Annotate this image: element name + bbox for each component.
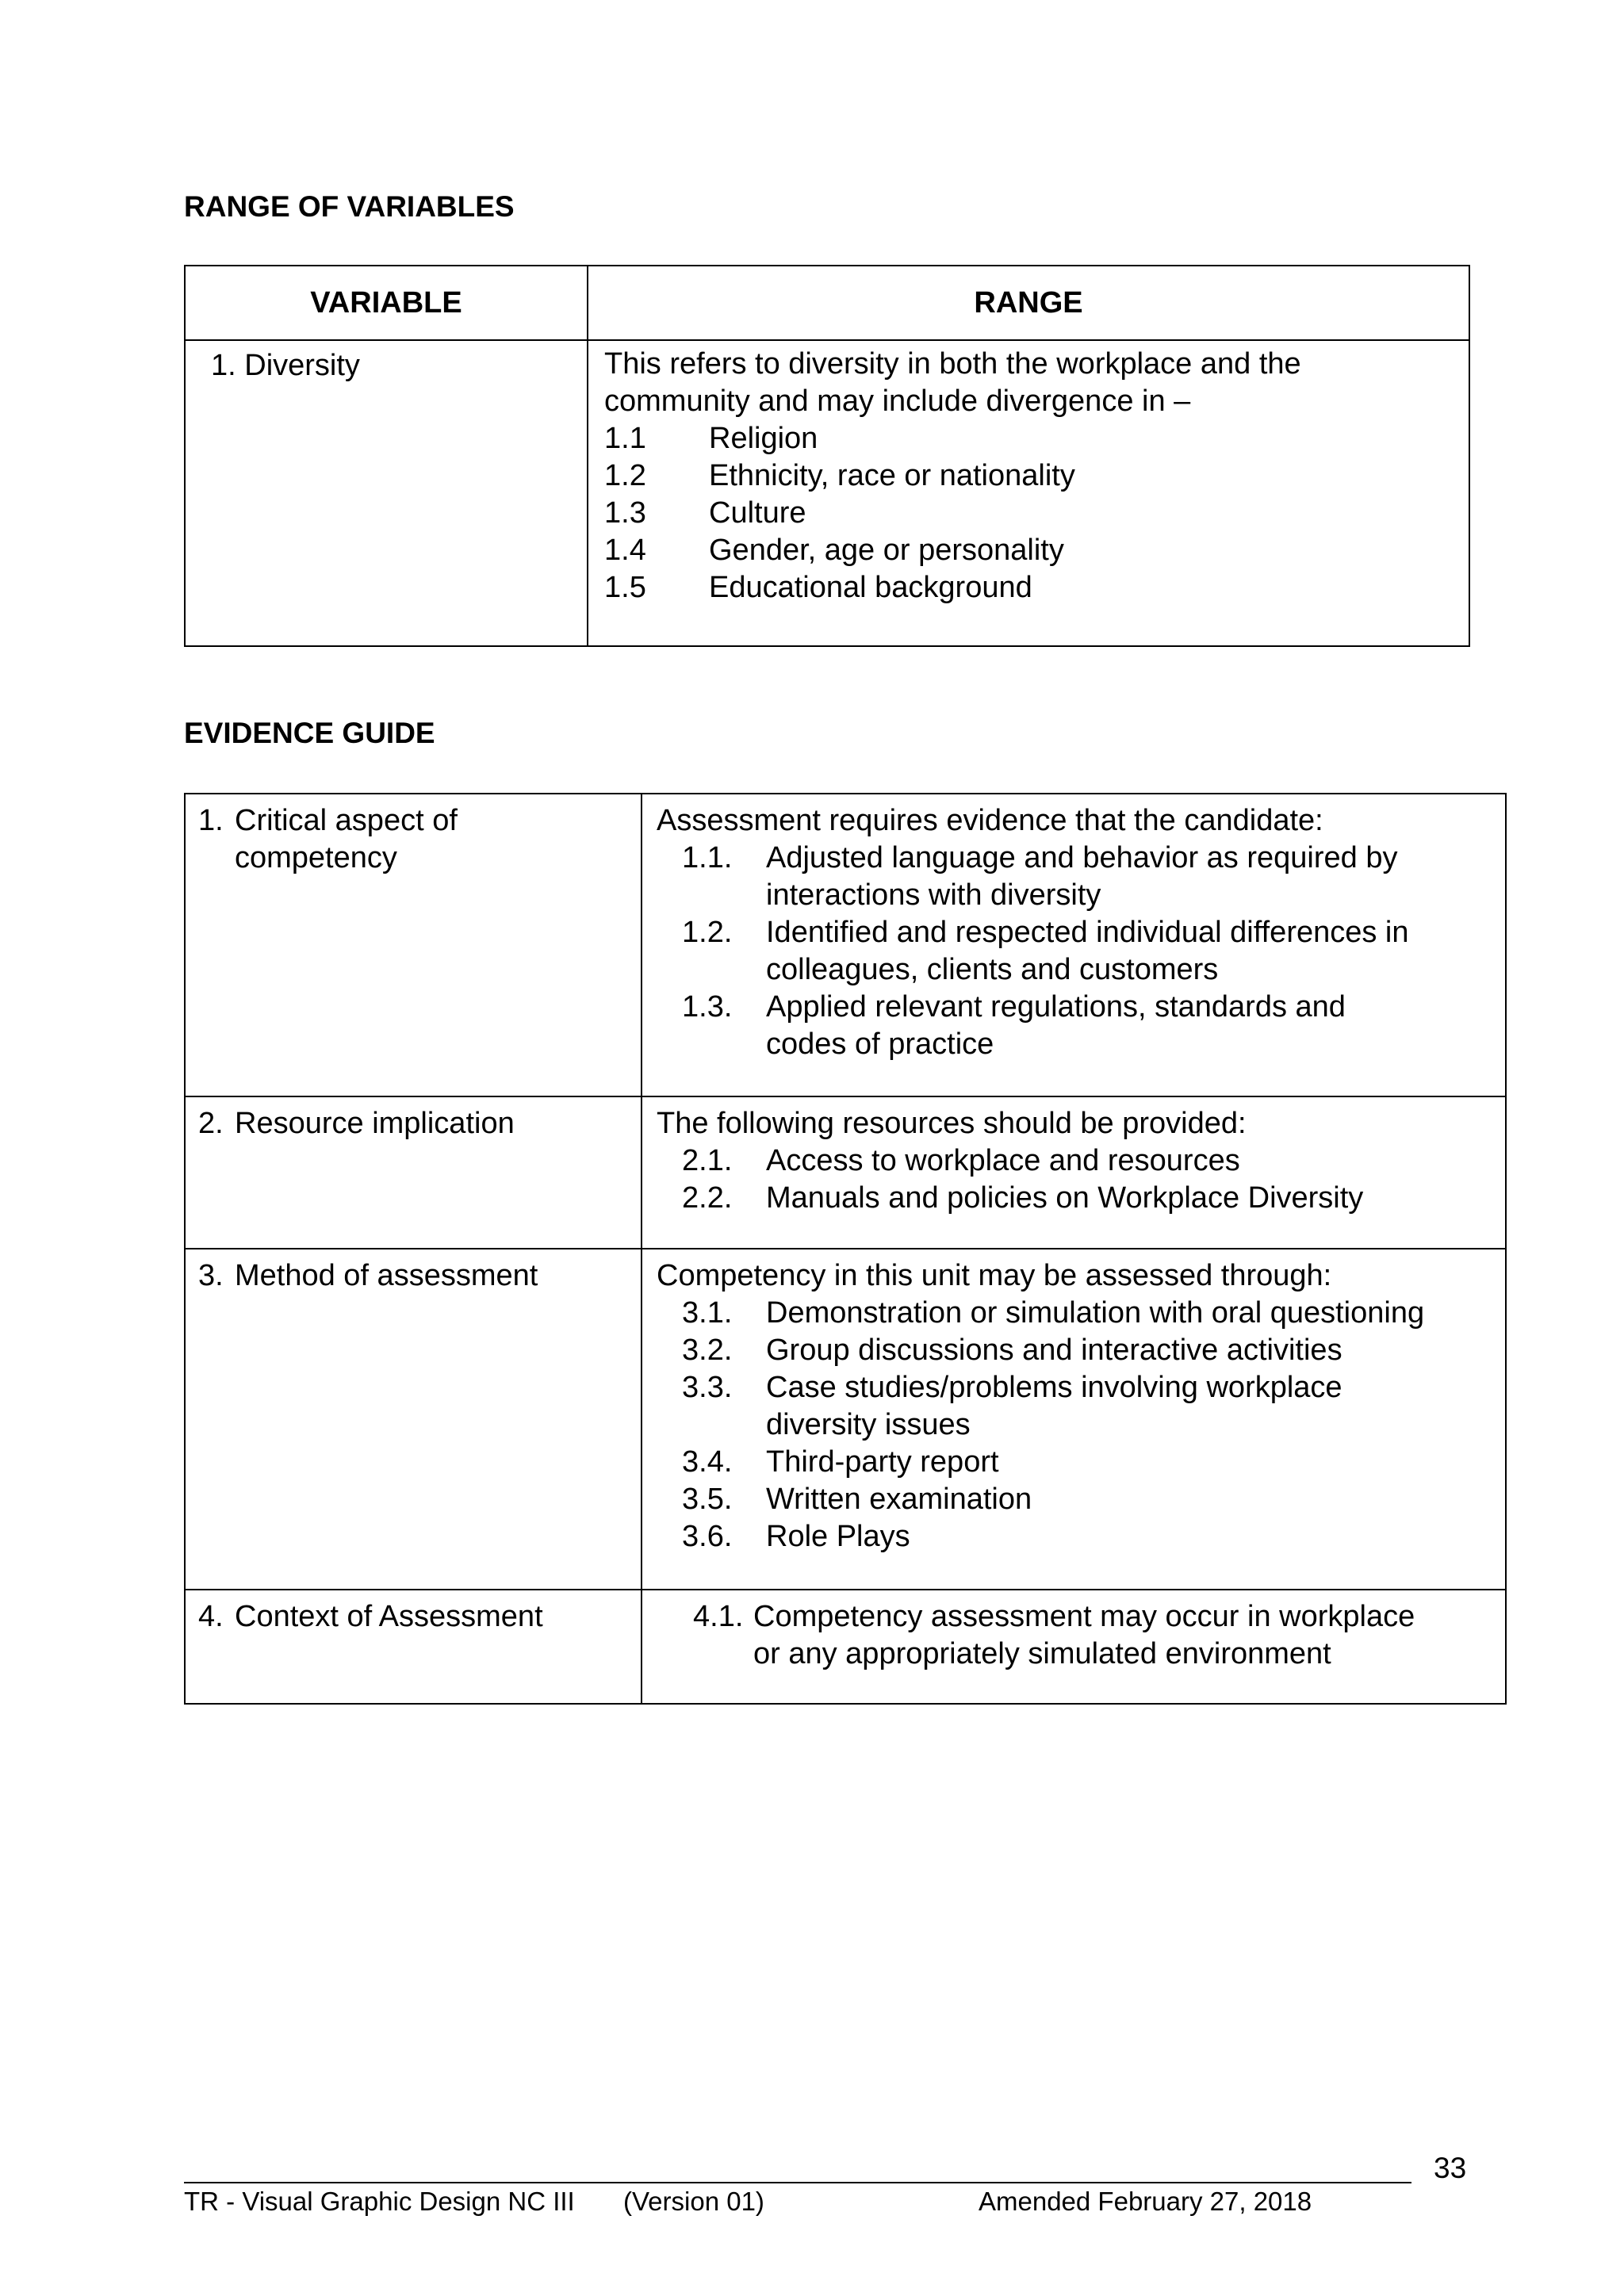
evidence-label-cell: [185, 1096, 642, 1249]
item-number: 4.1.: [693, 1600, 744, 1633]
range-item: [604, 532, 1453, 569]
range-item-text: Religion: [709, 422, 818, 455]
range-intro-line: community and may include divergence in –: [604, 385, 1191, 418]
column-header-range: RANGE: [588, 266, 1469, 340]
variable-cell: 1. Diversity: [185, 340, 588, 646]
range-item-number: 1.1: [604, 422, 646, 455]
table-header-row: [185, 266, 1469, 340]
item-number: 1.3.: [682, 990, 733, 1024]
item-text: Identified and respected individual differences in colleagues, clients and customers: [766, 916, 1409, 986]
evidence-label-cell: [185, 794, 642, 1096]
list-item: [657, 989, 1494, 1063]
range-item-number: 1.5: [604, 571, 646, 604]
item-text: Role Plays: [766, 1520, 910, 1553]
item-number: 2.2.: [682, 1181, 733, 1215]
item-text: Competency assessment may occur in workplace or any appropriately simulated environment: [753, 1600, 1415, 1670]
item-number: 1.1.: [682, 841, 733, 874]
item-number: 3.4.: [682, 1445, 733, 1479]
item-number: 1.2.: [682, 916, 733, 949]
range-item-text: Ethnicity, race or nationality: [709, 459, 1075, 492]
row-label: Context of Assessment: [235, 1600, 543, 1633]
row-number: 2.: [198, 1107, 224, 1140]
range-of-variables-heading: RANGE OF VARIABLES: [184, 190, 515, 223]
evidence-label: [198, 1257, 628, 1295]
item-number: 3.1.: [682, 1296, 733, 1330]
range-intro-line: This refers to diversity in both the workplace and the: [604, 347, 1301, 381]
item-number: 3.6.: [682, 1520, 733, 1553]
table-row: [185, 794, 1506, 1096]
row-label: Resource implication: [235, 1107, 515, 1140]
row-number: 3.: [198, 1259, 224, 1292]
table-row: [185, 340, 1469, 646]
range-item: [604, 495, 1453, 532]
range-item-text: Gender, age or personality: [709, 534, 1064, 567]
list-item: [657, 1295, 1494, 1332]
item-text: Written examination: [766, 1483, 1032, 1516]
range-item-number: 1.3: [604, 496, 646, 530]
evidence-label-cell: [185, 1590, 642, 1704]
page-number: 33: [1434, 2152, 1467, 2184]
list-item: [657, 1518, 1494, 1556]
list-item: [657, 1444, 1494, 1481]
list-item: [657, 1180, 1494, 1217]
item-text: Group discussions and interactive activities: [766, 1334, 1342, 1367]
range-item-text: Educational background: [709, 571, 1032, 604]
item-number: 3.3.: [682, 1371, 733, 1404]
range-of-variables-table: [184, 265, 1470, 647]
column-header-variable: VARIABLE: [185, 266, 588, 340]
range-item-text: Culture: [709, 496, 806, 530]
item-text: Case studies/problems involving workplace diversity issues: [766, 1371, 1342, 1441]
table-row: [185, 1590, 1506, 1704]
footer-document-title: TR - Visual Graphic Design NC III: [184, 2187, 575, 2216]
list-item: [657, 914, 1494, 989]
evidence-label: [198, 1105, 628, 1142]
range-cell: [588, 340, 1469, 646]
item-number: 3.2.: [682, 1334, 733, 1367]
row-label: Method of assessment: [235, 1259, 538, 1292]
evidence-intro: The following resources should be provided:: [657, 1107, 1247, 1140]
range-item: [604, 420, 1453, 457]
evidence-intro: Competency in this unit may be assessed through:: [657, 1259, 1332, 1292]
item-text: Adjusted language and behavior as required by interactions with diversity: [766, 841, 1398, 912]
list-item: [657, 840, 1494, 914]
range-item: [604, 457, 1453, 495]
item-number: 2.1.: [682, 1144, 733, 1177]
evidence-detail-cell: [642, 1249, 1506, 1590]
list-item: [657, 1332, 1494, 1369]
list-item: [657, 1369, 1494, 1444]
table-row: [185, 1096, 1506, 1249]
evidence-guide-heading: EVIDENCE GUIDE: [184, 717, 435, 749]
range-item-number: 1.2: [604, 459, 646, 492]
footer-version: (Version 01): [623, 2187, 764, 2216]
evidence-label: [198, 802, 628, 877]
footer-amended-date: Amended February 27, 2018: [979, 2187, 1312, 2216]
item-text: Access to workplace and resources: [766, 1144, 1240, 1177]
list-item: [657, 1598, 1494, 1673]
evidence-detail-cell: [642, 794, 1506, 1096]
evidence-guide-table: [184, 793, 1507, 1705]
item-text: Manuals and policies on Workplace Diversity: [766, 1181, 1364, 1215]
item-text: Applied relevant regulations, standards and codes of practice: [766, 990, 1346, 1061]
row-label: Critical aspect of competency: [235, 804, 458, 874]
evidence-detail-cell: [642, 1096, 1506, 1249]
evidence-intro: Assessment requires evidence that the candidate:: [657, 804, 1323, 837]
row-number: 1.: [198, 804, 224, 837]
evidence-label: [198, 1598, 628, 1636]
list-item: [657, 1481, 1494, 1518]
item-text: Third-party report: [766, 1445, 999, 1479]
range-item-number: 1.4: [604, 534, 646, 567]
evidence-label-cell: [185, 1249, 642, 1590]
item-text: Demonstration or simulation with oral questioning: [766, 1296, 1425, 1330]
footer-rule: [184, 2182, 1411, 2183]
list-item: [657, 1142, 1494, 1180]
evidence-detail-cell: [642, 1590, 1506, 1704]
row-number: 4.: [198, 1600, 224, 1633]
item-number: 3.5.: [682, 1483, 733, 1516]
range-item: [604, 569, 1453, 607]
table-row: [185, 1249, 1506, 1590]
